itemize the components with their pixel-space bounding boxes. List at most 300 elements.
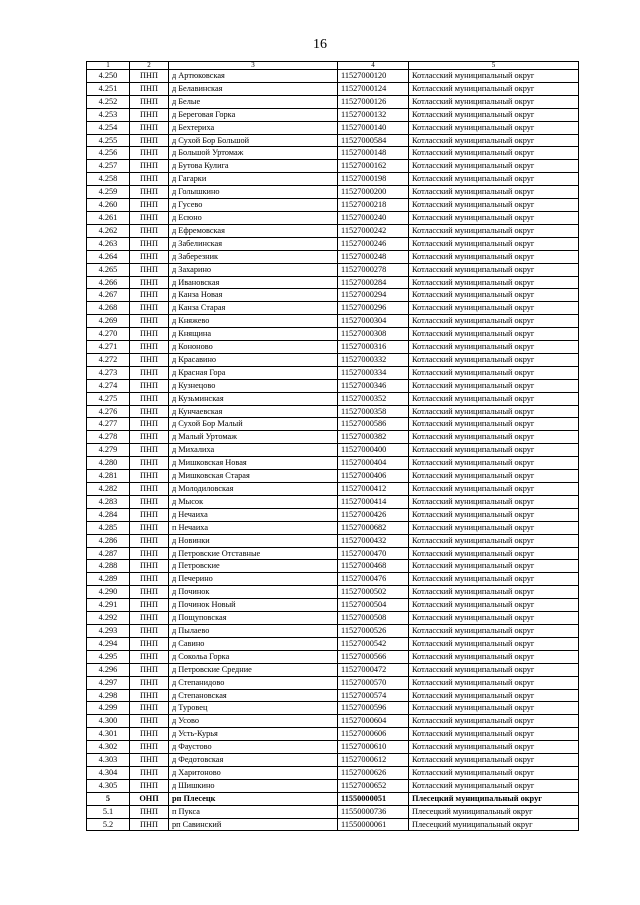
oktmo-code: 11527000358 [338,405,409,418]
municipality: Котласский муниципальный округ [409,315,579,328]
column-number-row [87,62,579,70]
settlement-name: п Пукса [169,805,338,818]
row-id: 4.250 [87,70,130,83]
settlement-name: д Федотовская [169,754,338,767]
table-row [87,444,579,457]
municipality: Котласский муниципальный округ [409,624,579,637]
settlement-name: д Пощуповская [169,612,338,625]
oktmo-code: 11527000432 [338,534,409,547]
municipality: Котласский муниципальный округ [409,237,579,250]
settlement-name: д Захарино [169,263,338,276]
row-id: 4.259 [87,186,130,199]
settlement-name: д Заберезник [169,250,338,263]
row-id: 4.296 [87,663,130,676]
oktmo-code: 11527000570 [338,676,409,689]
settlement-name: д Голышкино [169,186,338,199]
table-row [87,624,579,637]
row-id: 4.275 [87,392,130,405]
settlement-name: д Сокольа Горка [169,650,338,663]
row-id: 4.305 [87,779,130,792]
row-id: 4.262 [87,224,130,237]
settlement-name: д Кузнецово [169,379,338,392]
settlement-name: д Кунчаевская [169,405,338,418]
table-row [87,754,579,767]
row-id: 4.279 [87,444,130,457]
municipality: Котласский муниципальный округ [409,160,579,173]
municipality: Котласский муниципальный округ [409,702,579,715]
municipality: Котласский муниципальный округ [409,289,579,302]
row-id: 4.298 [87,689,130,702]
row-id: 4.302 [87,741,130,754]
settlement-type: ПНП [130,508,169,521]
oktmo-code: 11527000200 [338,186,409,199]
settlement-type: ПНП [130,547,169,560]
municipality: Котласский муниципальный округ [409,599,579,612]
municipality: Котласский муниципальный округ [409,495,579,508]
settlement-name: д Михалиха [169,444,338,457]
oktmo-code: 11527000412 [338,483,409,496]
settlement-type: ПНП [130,612,169,625]
table-row [87,328,579,341]
settlement-type: ПНП [130,237,169,250]
table-row [87,766,579,779]
row-id: 4.295 [87,650,130,663]
table-row [87,302,579,315]
oktmo-code: 11527000332 [338,353,409,366]
table-row [87,289,579,302]
settlement-type: ПНП [130,483,169,496]
settlement-type: ПНП [130,534,169,547]
settlement-name: д Савино [169,637,338,650]
oktmo-code: 11527000294 [338,289,409,302]
table-row [87,779,579,792]
row-id: 4.288 [87,560,130,573]
row-id: 4.269 [87,315,130,328]
settlement-name: д Усово [169,715,338,728]
settlement-type: ПНП [130,624,169,637]
table-row [87,741,579,754]
oktmo-code: 11527000246 [338,237,409,250]
municipality: Котласский муниципальный округ [409,276,579,289]
municipality: Котласский муниципальный округ [409,689,579,702]
oktmo-code: 11550000061 [338,818,409,831]
municipality: Котласский муниципальный округ [409,431,579,444]
oktmo-code: 11527000140 [338,121,409,134]
settlement-type: ПНП [130,160,169,173]
settlement-type: ПНП [130,741,169,754]
settlement-type: ПНП [130,715,169,728]
municipality: Котласский муниципальный округ [409,650,579,663]
settlement-name: д Сухой Бор Малый [169,418,338,431]
table-row [87,237,579,250]
settlement-type: ПНП [130,754,169,767]
oktmo-code: 11527000406 [338,470,409,483]
oktmo-code: 11527000400 [338,444,409,457]
row-id: 4.261 [87,211,130,224]
settlement-name: д Кузьминская [169,392,338,405]
oktmo-code: 11527000472 [338,663,409,676]
table-row [87,431,579,444]
settlement-name: д Княщина [169,328,338,341]
municipality: Котласский муниципальный округ [409,547,579,560]
oktmo-code: 11550000736 [338,805,409,818]
row-id: 4.293 [87,624,130,637]
municipality: Котласский муниципальный округ [409,173,579,186]
row-id: 4.255 [87,134,130,147]
oktmo-code: 11527000584 [338,134,409,147]
municipality: Котласский муниципальный округ [409,754,579,767]
municipality: Котласский муниципальный округ [409,263,579,276]
settlement-name: д Харитоново [169,766,338,779]
column-number: 1 [87,62,130,70]
oktmo-code: 11527000476 [338,573,409,586]
table-row [87,702,579,715]
municipality: Котласский муниципальный округ [409,121,579,134]
settlement-name: д Забелинская [169,237,338,250]
settlement-type: ПНП [130,186,169,199]
table-row [87,186,579,199]
oktmo-code: 11527000218 [338,199,409,212]
table-row [87,95,579,108]
settlement-type: ПНП [130,353,169,366]
settlement-type: ПНП [130,250,169,263]
settlement-name: д Бутова Кулига [169,160,338,173]
settlement-type: ПНП [130,289,169,302]
row-id: 4.268 [87,302,130,315]
settlement-name: д Белавинская [169,82,338,95]
municipality: Котласский муниципальный округ [409,637,579,650]
table-row [87,534,579,547]
municipality: Котласский муниципальный округ [409,341,579,354]
settlement-name: д Красная Гора [169,366,338,379]
table-row [87,457,579,470]
municipality: Котласский муниципальный округ [409,741,579,754]
municipality: Котласский муниципальный округ [409,379,579,392]
row-id: 4.258 [87,173,130,186]
oktmo-code: 11527000504 [338,599,409,612]
settlement-type: ПНП [130,366,169,379]
oktmo-code: 11527000526 [338,624,409,637]
table-row [87,818,579,831]
municipality: Котласский муниципальный округ [409,444,579,457]
row-id: 5 [87,792,130,805]
municipality: Котласский муниципальный округ [409,586,579,599]
municipality: Котласский муниципальный округ [409,612,579,625]
oktmo-code: 11527000148 [338,147,409,160]
row-id: 4.283 [87,495,130,508]
settlement-type: ПНП [130,70,169,83]
row-id: 4.289 [87,573,130,586]
table-row [87,792,579,805]
oktmo-code: 11527000604 [338,715,409,728]
table-row [87,341,579,354]
row-id: 4.303 [87,754,130,767]
settlement-name: д Есюно [169,211,338,224]
oktmo-code: 11527000586 [338,418,409,431]
row-id: 4.271 [87,341,130,354]
row-id: 4.281 [87,470,130,483]
settlement-type: ПНП [130,521,169,534]
oktmo-code: 11527000574 [338,689,409,702]
row-id: 4.257 [87,160,130,173]
table-row [87,250,579,263]
row-id: 4.277 [87,418,130,431]
oktmo-code: 11527000612 [338,754,409,767]
settlement-name: д Петровские Средние [169,663,338,676]
row-id: 4.278 [87,431,130,444]
row-id: 4.297 [87,676,130,689]
settlement-type: ПНП [130,263,169,276]
table-row [87,805,579,818]
row-id: 4.260 [87,199,130,212]
settlement-name: д Кононово [169,341,338,354]
settlement-type: ПНП [130,637,169,650]
municipality: Котласский муниципальный округ [409,418,579,431]
municipality: Котласский муниципальный округ [409,715,579,728]
row-id: 4.282 [87,483,130,496]
municipality: Котласский муниципальный округ [409,224,579,237]
municipality: Котласский муниципальный округ [409,147,579,160]
oktmo-code: 11527000162 [338,160,409,173]
settlement-type: ПНП [130,328,169,341]
settlement-name: п Нечаиха [169,521,338,534]
settlement-name: д Петровские Отставные [169,547,338,560]
row-id: 4.270 [87,328,130,341]
column-number: 3 [169,62,338,70]
oktmo-code: 11527000542 [338,637,409,650]
row-id: 4.273 [87,366,130,379]
settlement-type: ПНП [130,766,169,779]
row-id: 4.254 [87,121,130,134]
table-row [87,663,579,676]
oktmo-code: 11527000278 [338,263,409,276]
row-id: 4.280 [87,457,130,470]
oktmo-code: 11527000308 [338,328,409,341]
settlement-name: д Мишковская Новая [169,457,338,470]
row-id: 4.256 [87,147,130,160]
municipality: Котласский муниципальный округ [409,483,579,496]
settlement-name: д Шишкино [169,779,338,792]
table-row [87,263,579,276]
settlement-type: ПНП [130,728,169,741]
row-id: 4.299 [87,702,130,715]
settlement-name: д Береговая Горка [169,108,338,121]
oktmo-code: 11527000346 [338,379,409,392]
municipality: Котласский муниципальный округ [409,676,579,689]
settlement-type: ПНП [130,392,169,405]
oktmo-code: 11527000240 [338,211,409,224]
oktmo-code: 11527000606 [338,728,409,741]
municipality: Котласский муниципальный округ [409,470,579,483]
table-row [87,560,579,573]
settlement-name: д Ефремовская [169,224,338,237]
oktmo-code: 11527000248 [338,250,409,263]
settlement-name: д Пылаево [169,624,338,637]
municipality: Котласский муниципальный округ [409,521,579,534]
settlement-type: ПНП [130,95,169,108]
row-id: 4.252 [87,95,130,108]
settlement-name: д Гагарки [169,173,338,186]
settlement-type: ПНП [130,134,169,147]
row-id: 4.294 [87,637,130,650]
settlement-type: ПНП [130,457,169,470]
settlement-type: ПНП [130,418,169,431]
table-row [87,121,579,134]
settlement-name: д Нечаиха [169,508,338,521]
settlement-name: д Артюковская [169,70,338,83]
oktmo-code: 11527000132 [338,108,409,121]
oktmo-code: 11527000470 [338,547,409,560]
row-id: 4.253 [87,108,130,121]
table-row [87,134,579,147]
row-id: 4.300 [87,715,130,728]
oktmo-code: 11527000626 [338,766,409,779]
settlement-type: ПНП [130,82,169,95]
oktmo-code: 11527000352 [338,392,409,405]
table-row [87,224,579,237]
settlement-type: ПНП [130,199,169,212]
settlement-type: ПНП [130,599,169,612]
table-row [87,547,579,560]
settlement-type: ПНП [130,495,169,508]
oktmo-code: 11527000382 [338,431,409,444]
settlement-type: ПНП [130,108,169,121]
oktmo-code: 11527000124 [338,82,409,95]
settlement-name: д Княжево [169,315,338,328]
oktmo-code: 11527000304 [338,315,409,328]
table-row [87,521,579,534]
settlement-type: ПНП [130,276,169,289]
row-id: 4.284 [87,508,130,521]
settlement-type: ПНП [130,586,169,599]
oktmo-code: 11527000468 [338,560,409,573]
settlement-name: д Новинки [169,534,338,547]
settlement-name: д Канза Старая [169,302,338,315]
oktmo-code: 11527000126 [338,95,409,108]
settlement-name: рп Плесецк [169,792,338,805]
settlement-name: д Сухой Бор Большой [169,134,338,147]
table-row [87,418,579,431]
table-row [87,108,579,121]
table-row [87,392,579,405]
settlement-type: ПНП [130,818,169,831]
municipality: Плесецкий муниципальный округ [409,818,579,831]
settlement-type: ПНП [130,121,169,134]
settlement-name: д Починок [169,586,338,599]
settlement-name: рп Савинский [169,818,338,831]
municipality: Котласский муниципальный округ [409,353,579,366]
municipality: Котласский муниципальный округ [409,766,579,779]
settlement-type: ПНП [130,173,169,186]
oktmo-code: 11527000284 [338,276,409,289]
oktmo-code: 11527000120 [338,70,409,83]
table-row [87,715,579,728]
settlement-type: ПНП [130,689,169,702]
settlement-name: д Починок Новый [169,599,338,612]
settlement-name: д Большой Уртомаж [169,147,338,160]
table-row [87,689,579,702]
oktmo-code: 11527000296 [338,302,409,315]
row-id: 5.2 [87,818,130,831]
table-row [87,276,579,289]
municipality: Котласский муниципальный округ [409,250,579,263]
oktmo-code: 11527000242 [338,224,409,237]
table-row [87,211,579,224]
municipality: Котласский муниципальный округ [409,199,579,212]
municipality: Котласский муниципальный округ [409,534,579,547]
settlement-type: ПНП [130,470,169,483]
oktmo-code: 11527000566 [338,650,409,663]
municipality: Котласский муниципальный округ [409,70,579,83]
row-id: 5.1 [87,805,130,818]
settlement-type: ПНП [130,302,169,315]
table-row [87,728,579,741]
oktmo-code: 11527000316 [338,341,409,354]
oktmo-code: 11527000502 [338,586,409,599]
municipality: Котласский муниципальный округ [409,392,579,405]
oktmo-code: 11527000682 [338,521,409,534]
municipality: Котласский муниципальный округ [409,82,579,95]
municipality: Котласский муниципальный округ [409,457,579,470]
municipality: Котласский муниципальный округ [409,405,579,418]
oktmo-code: 11527000426 [338,508,409,521]
table-row [87,470,579,483]
settlement-name: д Канза Новая [169,289,338,302]
row-id: 4.265 [87,263,130,276]
table-row [87,353,579,366]
table-row [87,586,579,599]
settlement-type: ПНП [130,341,169,354]
table-row [87,82,579,95]
table-row [87,366,579,379]
settlement-type: ПНП [130,650,169,663]
municipality: Плесецкий муниципальный округ [409,805,579,818]
row-id: 4.267 [87,289,130,302]
settlement-name: д Гусево [169,199,338,212]
row-id: 4.264 [87,250,130,263]
settlement-name: д Петровские [169,560,338,573]
settlement-type: ПНП [130,805,169,818]
settlement-type: ПНП [130,315,169,328]
table-row [87,379,579,392]
row-id: 4.304 [87,766,130,779]
table-row [87,495,579,508]
table-row [87,483,579,496]
table-row [87,199,579,212]
row-id: 4.251 [87,82,130,95]
row-id: 4.274 [87,379,130,392]
settlement-type: ПНП [130,211,169,224]
oktmo-code: 11527000508 [338,612,409,625]
row-id: 4.301 [87,728,130,741]
municipality: Котласский муниципальный округ [409,366,579,379]
table-row [87,70,579,83]
settlement-type: ПНП [130,405,169,418]
municipality: Котласский муниципальный округ [409,302,579,315]
row-id: 4.290 [87,586,130,599]
settlement-type: ПНП [130,573,169,586]
oktmo-code: 11527000596 [338,702,409,715]
settlement-type: ОНП [130,792,169,805]
settlement-name: д Туровец [169,702,338,715]
settlement-type: ПНП [130,444,169,457]
table-row [87,160,579,173]
municipality: Котласский муниципальный округ [409,328,579,341]
table-row [87,173,579,186]
municipality: Котласский муниципальный округ [409,573,579,586]
settlement-type: ПНП [130,147,169,160]
table-row [87,676,579,689]
